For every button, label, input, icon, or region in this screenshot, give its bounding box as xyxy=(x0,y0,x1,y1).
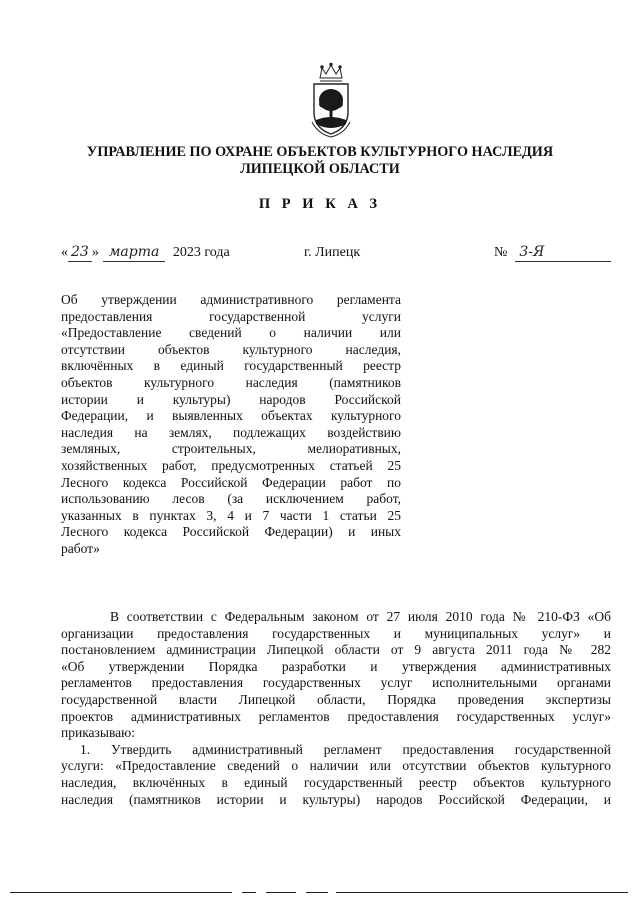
order-year: 2023 года xyxy=(172,245,230,260)
agency-heading xyxy=(60,144,580,178)
body-line: услуги: «Предоставление сведений о наличии или отсутствии объектов культурного xyxy=(61,758,611,774)
page-footer-rule xyxy=(0,892,640,896)
subject-line: работ» xyxy=(61,540,100,556)
number-prefix: № xyxy=(494,245,508,260)
body-line: приказываю: xyxy=(61,725,135,741)
order-body xyxy=(61,609,611,808)
subject-line: предоставления государственной услуги xyxy=(61,308,401,324)
subject-line: наследия на землях, подлежащих воздействию xyxy=(61,424,401,440)
coat-of-arms-icon xyxy=(308,62,354,138)
body-line: проектов административных регламентов предоставления государственных услуг» xyxy=(61,708,611,724)
subject-line: включённых в единый государственный реестр xyxy=(61,358,401,374)
order-number xyxy=(494,244,611,262)
quote-open: « xyxy=(61,245,68,260)
body-line: государственной власти Липецкой области, Порядка проведения экспертизы xyxy=(61,691,611,707)
body-line: наследия, включённых в единый государственный реестр объектов культурного xyxy=(61,774,611,790)
subject-line: Федерации, и выявленных объектах культурного xyxy=(61,408,401,424)
body-line: организации предоставления государственных и муниципальных услуг» и xyxy=(61,625,611,641)
quote-close: » xyxy=(91,245,99,260)
order-city: г. Липецк xyxy=(304,245,361,260)
body-line: В соответствии с Федеральным законом от 27 июля 2010 года № 210-ФЗ «Об xyxy=(110,609,611,624)
subject-line: отсутствии объектов культурного наследия, xyxy=(61,341,401,357)
subject-line: Лесного кодекса Российской Федерации работ по xyxy=(61,474,401,490)
agency-heading-line2: ЛИПЕЦКОЙ ОБЛАСТИ xyxy=(240,161,400,177)
subject-line: земляных, строительных, мелиоративных, xyxy=(61,441,401,457)
body-line: постановлением администрации Липецкой области от 9 августа 2011 года № 282 xyxy=(61,642,611,658)
body-line: регламентов предоставления государственных услуг исполнительными органами xyxy=(61,675,611,691)
subject-line: Об утверждении административного регламента xyxy=(61,292,401,307)
subject-line: Лесного кодекса Российской Федерации) и иных xyxy=(61,524,401,540)
body-line: «Об утверждении Порядка разработки и утверждения административных xyxy=(61,658,611,674)
body-line: 1. Утвердить административный регламент предоставления государственной xyxy=(80,741,611,757)
agency-heading-line1: УПРАВЛЕНИЕ ПО ОХРАНЕ ОБЪЕКТОВ КУЛЬТУРНОГО НАСЛЕДИЯ xyxy=(86,144,554,160)
subject-line: истории и культуры) народов Российской xyxy=(61,391,401,407)
subject-line: «Предоставление сведений о наличии или xyxy=(61,325,401,341)
handwritten-month: марта xyxy=(103,244,166,262)
subject-line: хозяйственных работ, предусмотренных статьей 25 xyxy=(61,457,401,473)
handwritten-number: 3-Я xyxy=(515,244,611,262)
subject-line: указанных в пунктах 3, 4 и 7 части 1 статьи 25 xyxy=(61,507,401,523)
subject-line: объектов культурного наследия (памятников xyxy=(61,374,401,390)
body-line: наследия (памятников истории и культуры) народов Российской Федерации, и xyxy=(61,791,611,807)
subject-line: использованию лесов (за исключением работ, xyxy=(61,491,401,507)
order-subject xyxy=(61,292,401,558)
order-title: П Р И К А З xyxy=(258,196,382,212)
order-date xyxy=(61,244,230,262)
handwritten-day: 23 xyxy=(68,244,92,262)
